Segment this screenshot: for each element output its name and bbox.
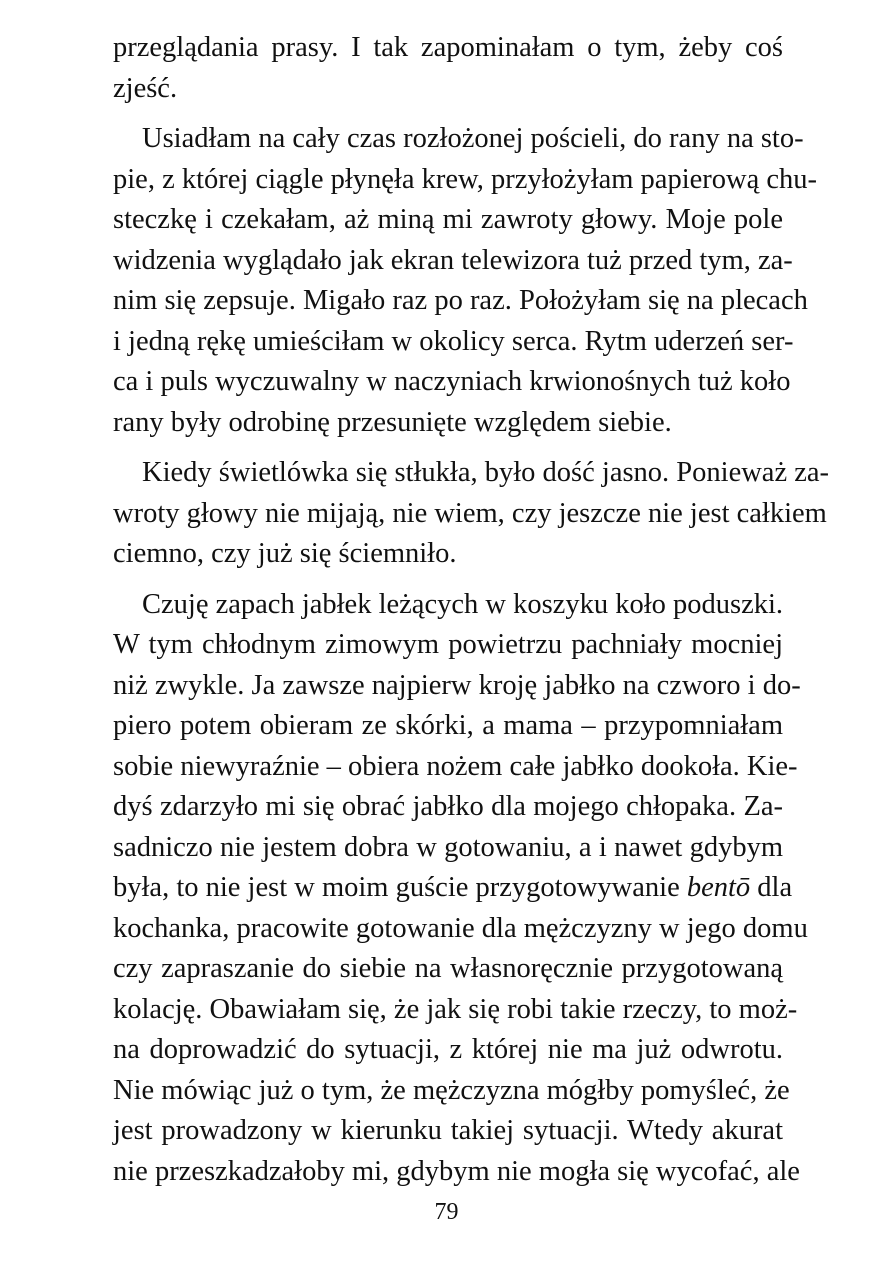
text-line: jest prowadzony w kierunku takiej sytuacji. Wtedy akurat [113,1115,783,1146]
text-line: niż zwykle. Ja zawsze najpierw kroję jabłko na czworo i do- [113,669,801,701]
text-line: i jedną rękę umieściłam w okolicy serca. Rytm uderzeń ser- [113,325,794,357]
text-line: dyś zdarzyło mi się obrać jabłko dla mojego chłopaka. Za- [113,791,783,822]
text-line: widzenia wyglądało jak ekran telewizora tuż przed tym, za- [113,244,793,276]
text-line: Czuję zapach jabłek leżących w koszyku koło poduszki. [142,588,784,620]
text-line: W tym chłodnym zimowym powietrzu pachniały mocniej [113,629,783,660]
text-line: kolację. Obawiałam się, że jak się robi takie rzeczy, to moż- [113,993,798,1025]
book-page-text [113,28,830,1192]
text-line: wroty głowy nie mijają, nie wiem, czy jeszcze nie jest całkiem [113,497,827,529]
text-line: steczkę i czekałam, aż miną mi zawroty głowy. Moje pole [113,204,783,235]
text-line: kochanka, pracowite gotowanie dla mężczyzny w jego domu [113,912,808,944]
text-line: zjeść. [113,72,178,104]
text-line: na doprowadzić do sytuacji, z której nie ma już odwrotu. [113,1034,783,1065]
text-line: ca i puls wyczuwalny w naczyniach krwionośnych tuż koło [113,366,791,397]
text-line: sobie niewyraźnie – obiera nożem całe jabłko dookoła. Kie- [113,750,798,782]
page-number: 79 [434,1199,459,1225]
text-line: czy zapraszanie do siebie na własnoręcznie przygotowaną [113,953,783,984]
text-line: była, to nie jest w moim guście przygotowywanie bentō dla [113,872,793,903]
text-line: ciemno, czy już się ściemniło. [113,538,457,569]
text-line: nie przeszkadzałoby mi, gdybym nie mogła się wycofać, ale [113,1155,800,1187]
text-line: pie, z której ciągle płynęła krew, przyłożyłam papierową chu- [113,163,818,195]
text-line: piero potem obieram ze skórki, a mama – przypomniałam [113,710,783,741]
text-line: przeglądania prasy. I tak zapominałam o tym, żeby coś [113,32,783,63]
text-line: nim się zepsuje. Migało raz po raz. Położyłam się na plecach [113,285,808,316]
text-line: sadniczo nie jestem dobra w gotowaniu, a i nawet gdybym [113,831,783,863]
italic-word: bentō [686,872,751,903]
text-line: rany były odrobinę przesunięte względem siebie. [113,406,672,438]
text-line: Usiadłam na cały czas rozłożonej pościeli, do rany na sto- [142,123,804,154]
text-line: Kiedy świetlówka się stłukła, było dość jasno. Ponieważ za- [142,457,830,488]
text-line: Nie mówiąc już o tym, że mężczyzna mógłby pomyśleć, że [113,1074,790,1106]
